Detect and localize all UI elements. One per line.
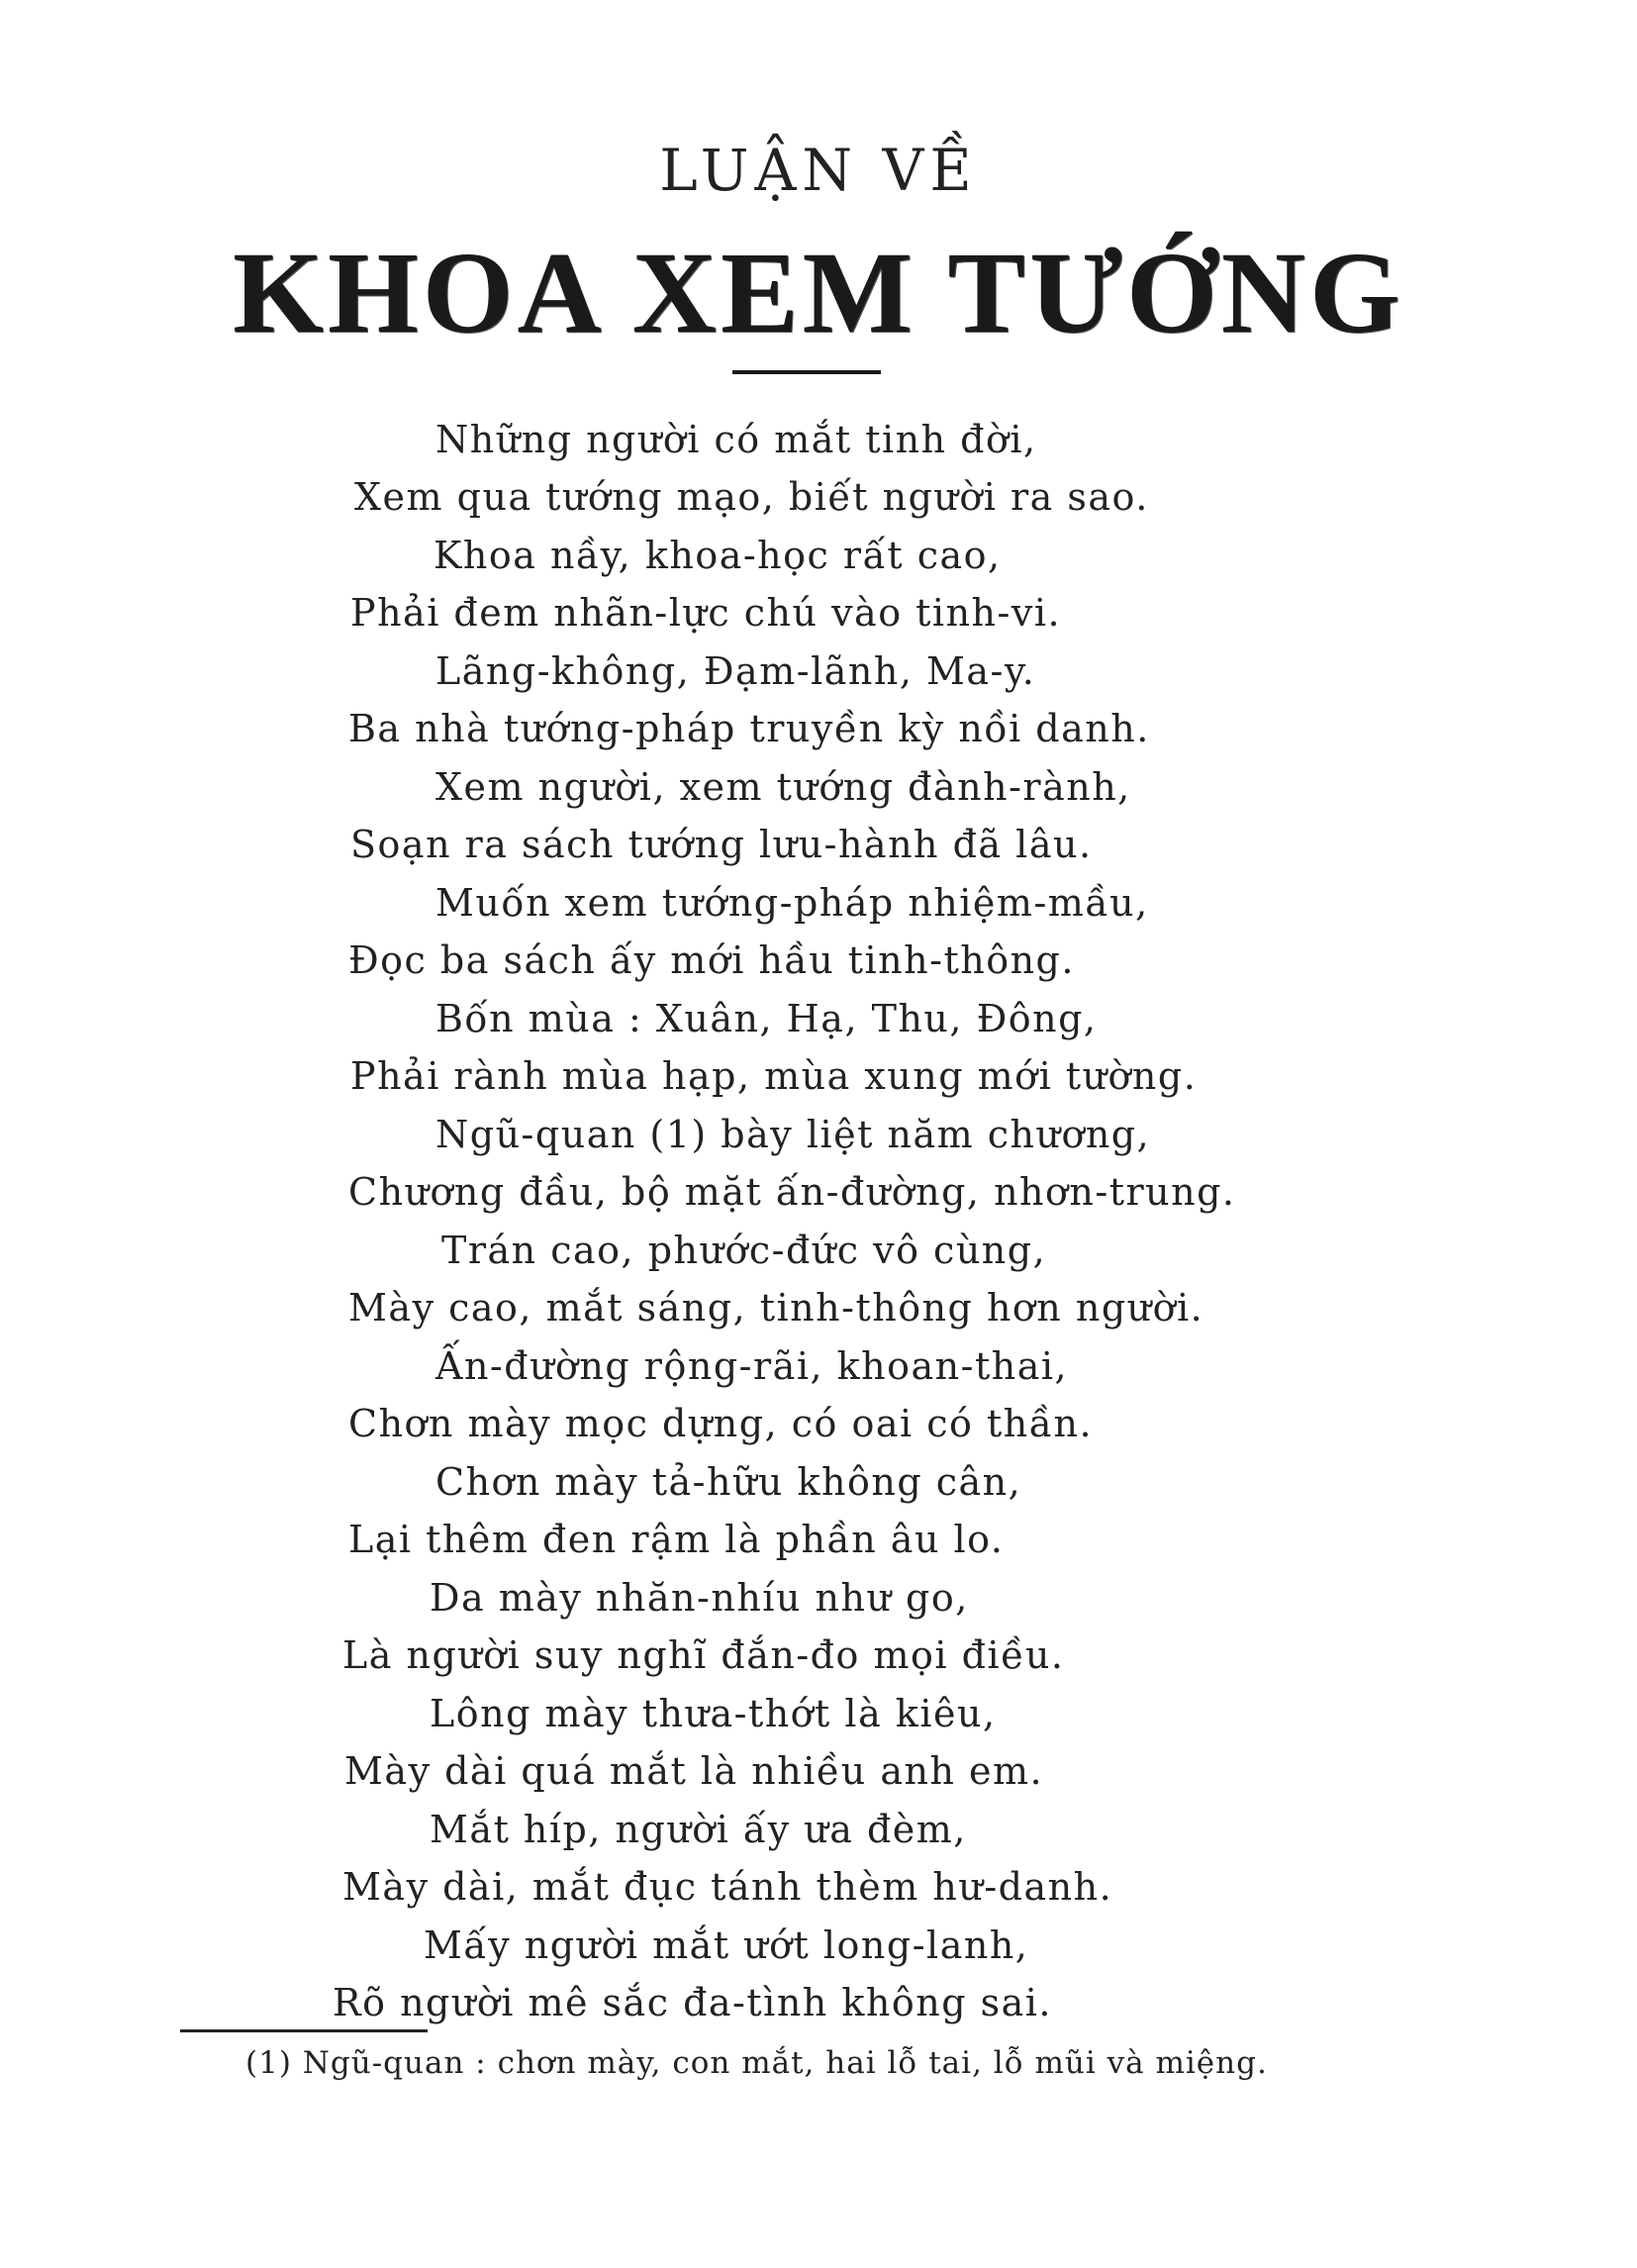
poem-line: Xem người, xem tướng đành-rành,	[435, 765, 1131, 809]
poem-line: Mấy người mắt ướt long-lanh,	[424, 1923, 1029, 1967]
poem-line: Chơn mày tả-hữu không cân,	[435, 1460, 1022, 1504]
poem-line: Mắt híp, người ấy ưa đèm,	[430, 1808, 967, 1851]
poem-line: Là người suy nghĩ đắn-đo mọi điều.	[342, 1633, 1065, 1677]
poem-line: Phải đem nhãn-lực chú vào tinh-vi.	[350, 591, 1062, 635]
poem-line: Mày dài, mắt đục tánh thèm hư-danh.	[342, 1865, 1113, 1909]
poem-line: Khoa nầy, khoa-học rất cao,	[433, 534, 1002, 577]
poem-line: Soạn ra sách tướng lưu-hành đã lâu.	[350, 823, 1093, 866]
poem-line: Lông mày thưa-thớt là kiêu,	[430, 1692, 997, 1735]
poem-line: Phải rành mùa hạp, mùa xung mới tường.	[350, 1054, 1198, 1098]
poem-line: Xem qua tướng mạo, biết người ra sao.	[354, 475, 1149, 519]
poem-line: Chơn mày mọc dựng, có oai có thần.	[348, 1402, 1094, 1445]
poem-line: Lại thêm đen rậm là phần âu lo.	[348, 1518, 1005, 1561]
page-title: KHOA XEM TƯỚNG	[233, 228, 1404, 357]
poem-line: Mày cao, mắt sáng, tinh-thông hơn người.	[348, 1286, 1204, 1330]
poem-line: Đọc ba sách ấy mới hầu tinh-thông.	[348, 938, 1075, 982]
poem-line: Rõ người mê sắc đa-tình không sai.	[333, 1981, 1052, 2024]
poem-line: Ba nhà tướng-pháp truyền kỳ nồi danh.	[348, 707, 1150, 750]
poem-line: Chương đầu, bộ mặt ấn-đường, nhơn-trung.	[348, 1170, 1236, 1214]
poem-line: Muốn xem tướng-pháp nhiệm-mầu,	[435, 881, 1149, 925]
footnote-divider	[180, 2029, 428, 2032]
poem-line: Mày dài quá mắt là nhiều anh em.	[344, 1749, 1044, 1793]
footnote: (1) Ngũ-quan : chơn mày, con mắt, hai lỗ tai, lỗ mũi và miệng.	[245, 2045, 1268, 2081]
poem-line: Da mày nhăn-nhíu như go,	[430, 1576, 969, 1620]
poem-line: Ngũ-quan (1) bày liệt năm chương,	[435, 1113, 1151, 1156]
poem-line: Ấn-đường rộng-rãi, khoan-thai,	[435, 1344, 1069, 1388]
poem-line: Trán cao, phước-đức vô cùng,	[441, 1229, 1047, 1272]
poem-line: Bốn mùa : Xuân, Hạ, Thu, Đông,	[435, 997, 1098, 1040]
page-subtitle: LUẬN VỀ	[659, 137, 978, 204]
poem-line: Lãng-không, Đạm-lãnh, Ma-y.	[435, 649, 1036, 693]
poem-line: Những người có mắt tinh đời,	[435, 418, 1037, 461]
